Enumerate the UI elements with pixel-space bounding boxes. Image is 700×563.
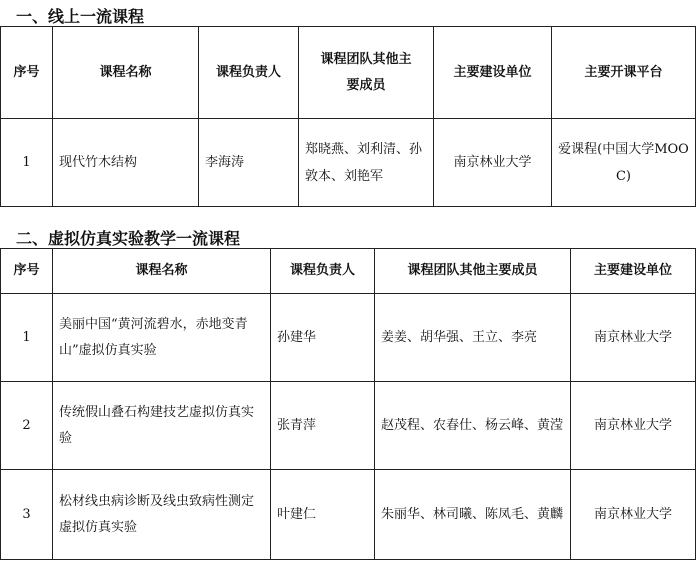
cell-index: 2 (1, 382, 53, 470)
table-row (1, 294, 696, 382)
cell-index: 3 (1, 470, 53, 560)
table-row (1, 119, 696, 207)
table-row (1, 382, 696, 470)
section-title-virtual-courses: 二、虚拟仿真实验教学一流课程 (16, 229, 241, 248)
header-index: 序号 (1, 249, 53, 294)
header-lead: 课程负责人 (271, 249, 375, 294)
virtual-courses-table (0, 248, 696, 560)
table-header-row (1, 27, 696, 119)
header-course-name: 课程名称 (53, 249, 271, 294)
cell-course-name: 松材线虫病诊断及线虫致病性测定虚拟仿真实验 (53, 470, 271, 560)
cell-index: 1 (1, 119, 53, 207)
cell-unit: 南京林业大学 (571, 294, 696, 382)
cell-index: 1 (1, 294, 53, 382)
cell-unit: 南京林业大学 (571, 470, 696, 560)
header-team: 课程团队其他主要成员 (375, 249, 571, 294)
table-row (1, 470, 696, 560)
cell-course-name: 美丽中国“黄河流碧水，赤地变青山”虚拟仿真实验 (53, 294, 271, 382)
cell-lead: 孙建华 (271, 294, 375, 382)
cell-lead: 叶建仁 (271, 470, 375, 560)
cell-team: 朱丽华、林司曦、陈凤毛、黄麟 (375, 470, 571, 560)
header-lead: 课程负责人 (199, 27, 299, 119)
header-platform: 主要开课平台 (552, 27, 696, 119)
header-unit: 主要建设单位 (434, 27, 552, 119)
header-team: 课程团队其他主要成员 (299, 27, 434, 119)
header-unit: 主要建设单位 (571, 249, 696, 294)
cell-unit: 南京林业大学 (571, 382, 696, 470)
cell-lead: 张青萍 (271, 382, 375, 470)
section-title-online-courses: 一、线上一流课程 (16, 7, 145, 26)
cell-team: 郑晓燕、刘利清、孙敦本、刘艳军 (299, 119, 434, 207)
online-courses-table (0, 26, 696, 207)
cell-lead: 李海涛 (199, 119, 299, 207)
table-header-row (1, 249, 696, 294)
cell-unit: 南京林业大学 (434, 119, 552, 207)
cell-team: 姜姜、胡华强、王立、李亮 (375, 294, 571, 382)
header-index: 序号 (1, 27, 53, 119)
cell-course-name: 传统假山叠石构建技艺虚拟仿真实验 (53, 382, 271, 470)
header-course-name: 课程名称 (53, 27, 199, 119)
cell-course-name: 现代竹木结构 (53, 119, 199, 207)
cell-platform: 爱课程(中国大学MOOC) (552, 119, 696, 207)
cell-team: 赵茂程、农春仕、杨云峰、黄滢 (375, 382, 571, 470)
